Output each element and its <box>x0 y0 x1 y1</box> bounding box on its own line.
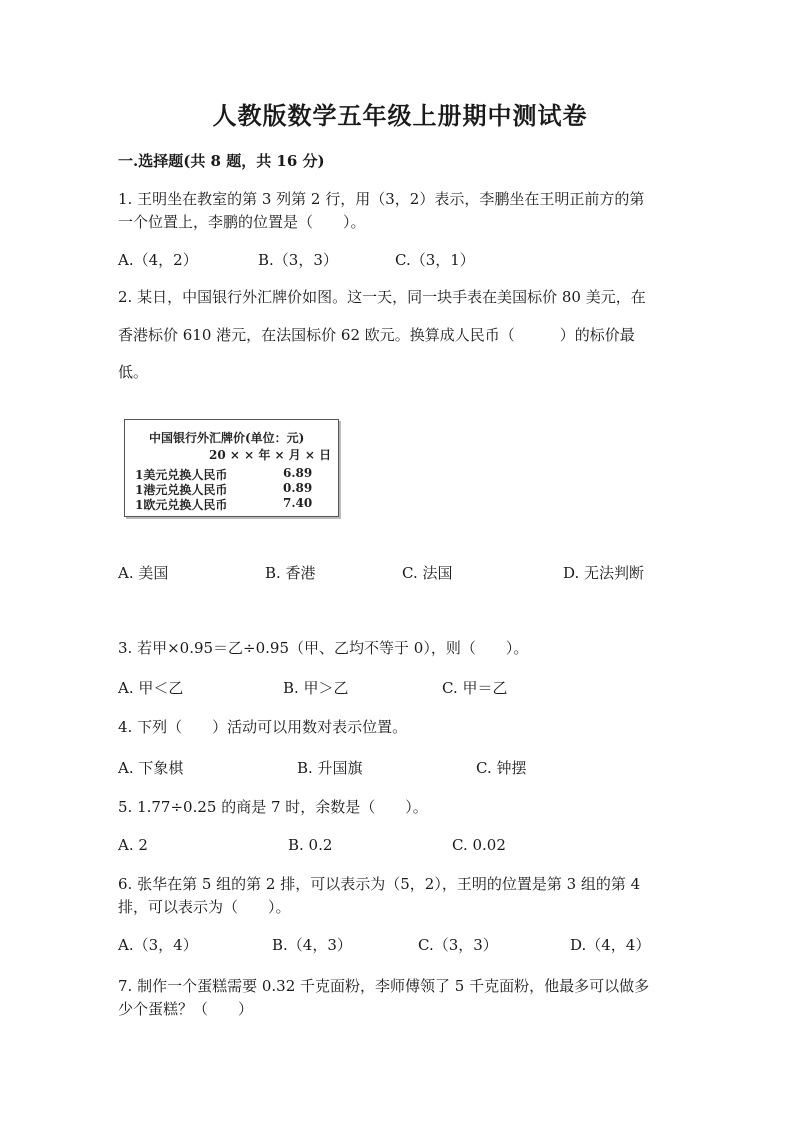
question-1-line-1: 1. 王明坐在教室的第 3 列第 2 行，用（3，2）表示，李鹏坐在王明正前方的第 <box>118 190 645 208</box>
exchange-rate-label-usd: 1美元兑换人民币 <box>135 468 228 482</box>
question-4-option-a: A. 下象棋 <box>118 759 184 777</box>
question-6-option-d: D.（4，4） <box>570 936 651 954</box>
exchange-rate-value-usd: 6.89 <box>283 466 313 480</box>
question-4-line-1: 4. 下列（ ）活动可以用数对表示位置。 <box>118 718 408 736</box>
question-5-option-b: B. 0.2 <box>288 836 333 854</box>
question-3-line-1: 3. 若甲×0.95＝乙÷0.95（甲、乙均不等于 0），则（ ）。 <box>118 639 529 657</box>
question-6-option-b: B.（4，3） <box>272 936 352 954</box>
question-2-line-2: 香港标价 610 港元，在法国标价 62 欧元。换算成人民币（ ）的标价最 <box>118 326 635 344</box>
exchange-rate-title: 中国银行外汇牌价(单位：元) <box>149 431 305 445</box>
question-2-option-a: A. 美国 <box>118 564 169 582</box>
question-7-line-1: 7. 制作一个蛋糕需要 0.32 千克面粉，李师傅领了 5 千克面粉，他最多可以做多 <box>118 977 650 995</box>
question-2-option-c: C. 法国 <box>402 564 453 582</box>
exchange-rate-value-eur: 7.40 <box>283 496 313 510</box>
question-1-option-b: B.（3，3） <box>258 251 338 269</box>
section-heading: 一.选择题(共 8 题，共 16 分) <box>118 152 325 170</box>
question-3-option-c: C. 甲＝乙 <box>442 679 508 697</box>
exchange-rate-label-hkd: 1港元兑换人民币 <box>135 483 228 497</box>
page-title: 人教版数学五年级上册期中测试卷 <box>212 101 588 130</box>
question-6-option-a: A.（3，4） <box>118 936 198 954</box>
question-5-option-a: A. 2 <box>118 836 148 854</box>
question-2-option-b: B. 香港 <box>265 564 316 582</box>
question-5-line-1: 5. 1.77÷0.25 的商是 7 时，余数是（ ）。 <box>118 798 428 816</box>
question-1-option-c: C.（3，1） <box>395 251 475 269</box>
question-3-option-b: B. 甲＞乙 <box>283 679 349 697</box>
question-4-option-b: B. 升国旗 <box>297 759 363 777</box>
question-6-line-1: 6. 张华在第 5 组的第 2 排，可以表示为（5，2），王明的位置是第 3 组的第 4 <box>118 875 641 893</box>
question-7-line-2: 少个蛋糕？（ ） <box>118 1000 254 1018</box>
question-3-option-a: A. 甲＜乙 <box>118 679 184 697</box>
question-6-line-2: 排，可以表示为（ ）。 <box>118 898 291 916</box>
question-4-option-c: C. 钟摆 <box>476 759 527 777</box>
question-6-option-c: C.（3，3） <box>418 936 498 954</box>
exchange-rate-value-hkd: 0.89 <box>283 481 313 495</box>
exchange-rate-date: 20 × × 年 × 月 × 日 <box>209 448 332 462</box>
question-2-line-3: 低。 <box>118 363 149 381</box>
question-2-option-d: D. 无法判断 <box>563 564 645 582</box>
question-1-line-2: 一个位置上，李鹏的位置是（ ）。 <box>118 213 366 231</box>
question-2-line-1: 2. 某日，中国银行外汇牌价如图。这一天，同一块手表在美国标价 80 美元，在 <box>118 288 646 306</box>
exchange-rate-figure <box>124 419 339 517</box>
exchange-rate-label-eur: 1欧元兑换人民币 <box>135 498 228 512</box>
question-5-option-c: C. 0.02 <box>452 836 506 854</box>
question-1-option-a: A.（4，2） <box>118 251 198 269</box>
